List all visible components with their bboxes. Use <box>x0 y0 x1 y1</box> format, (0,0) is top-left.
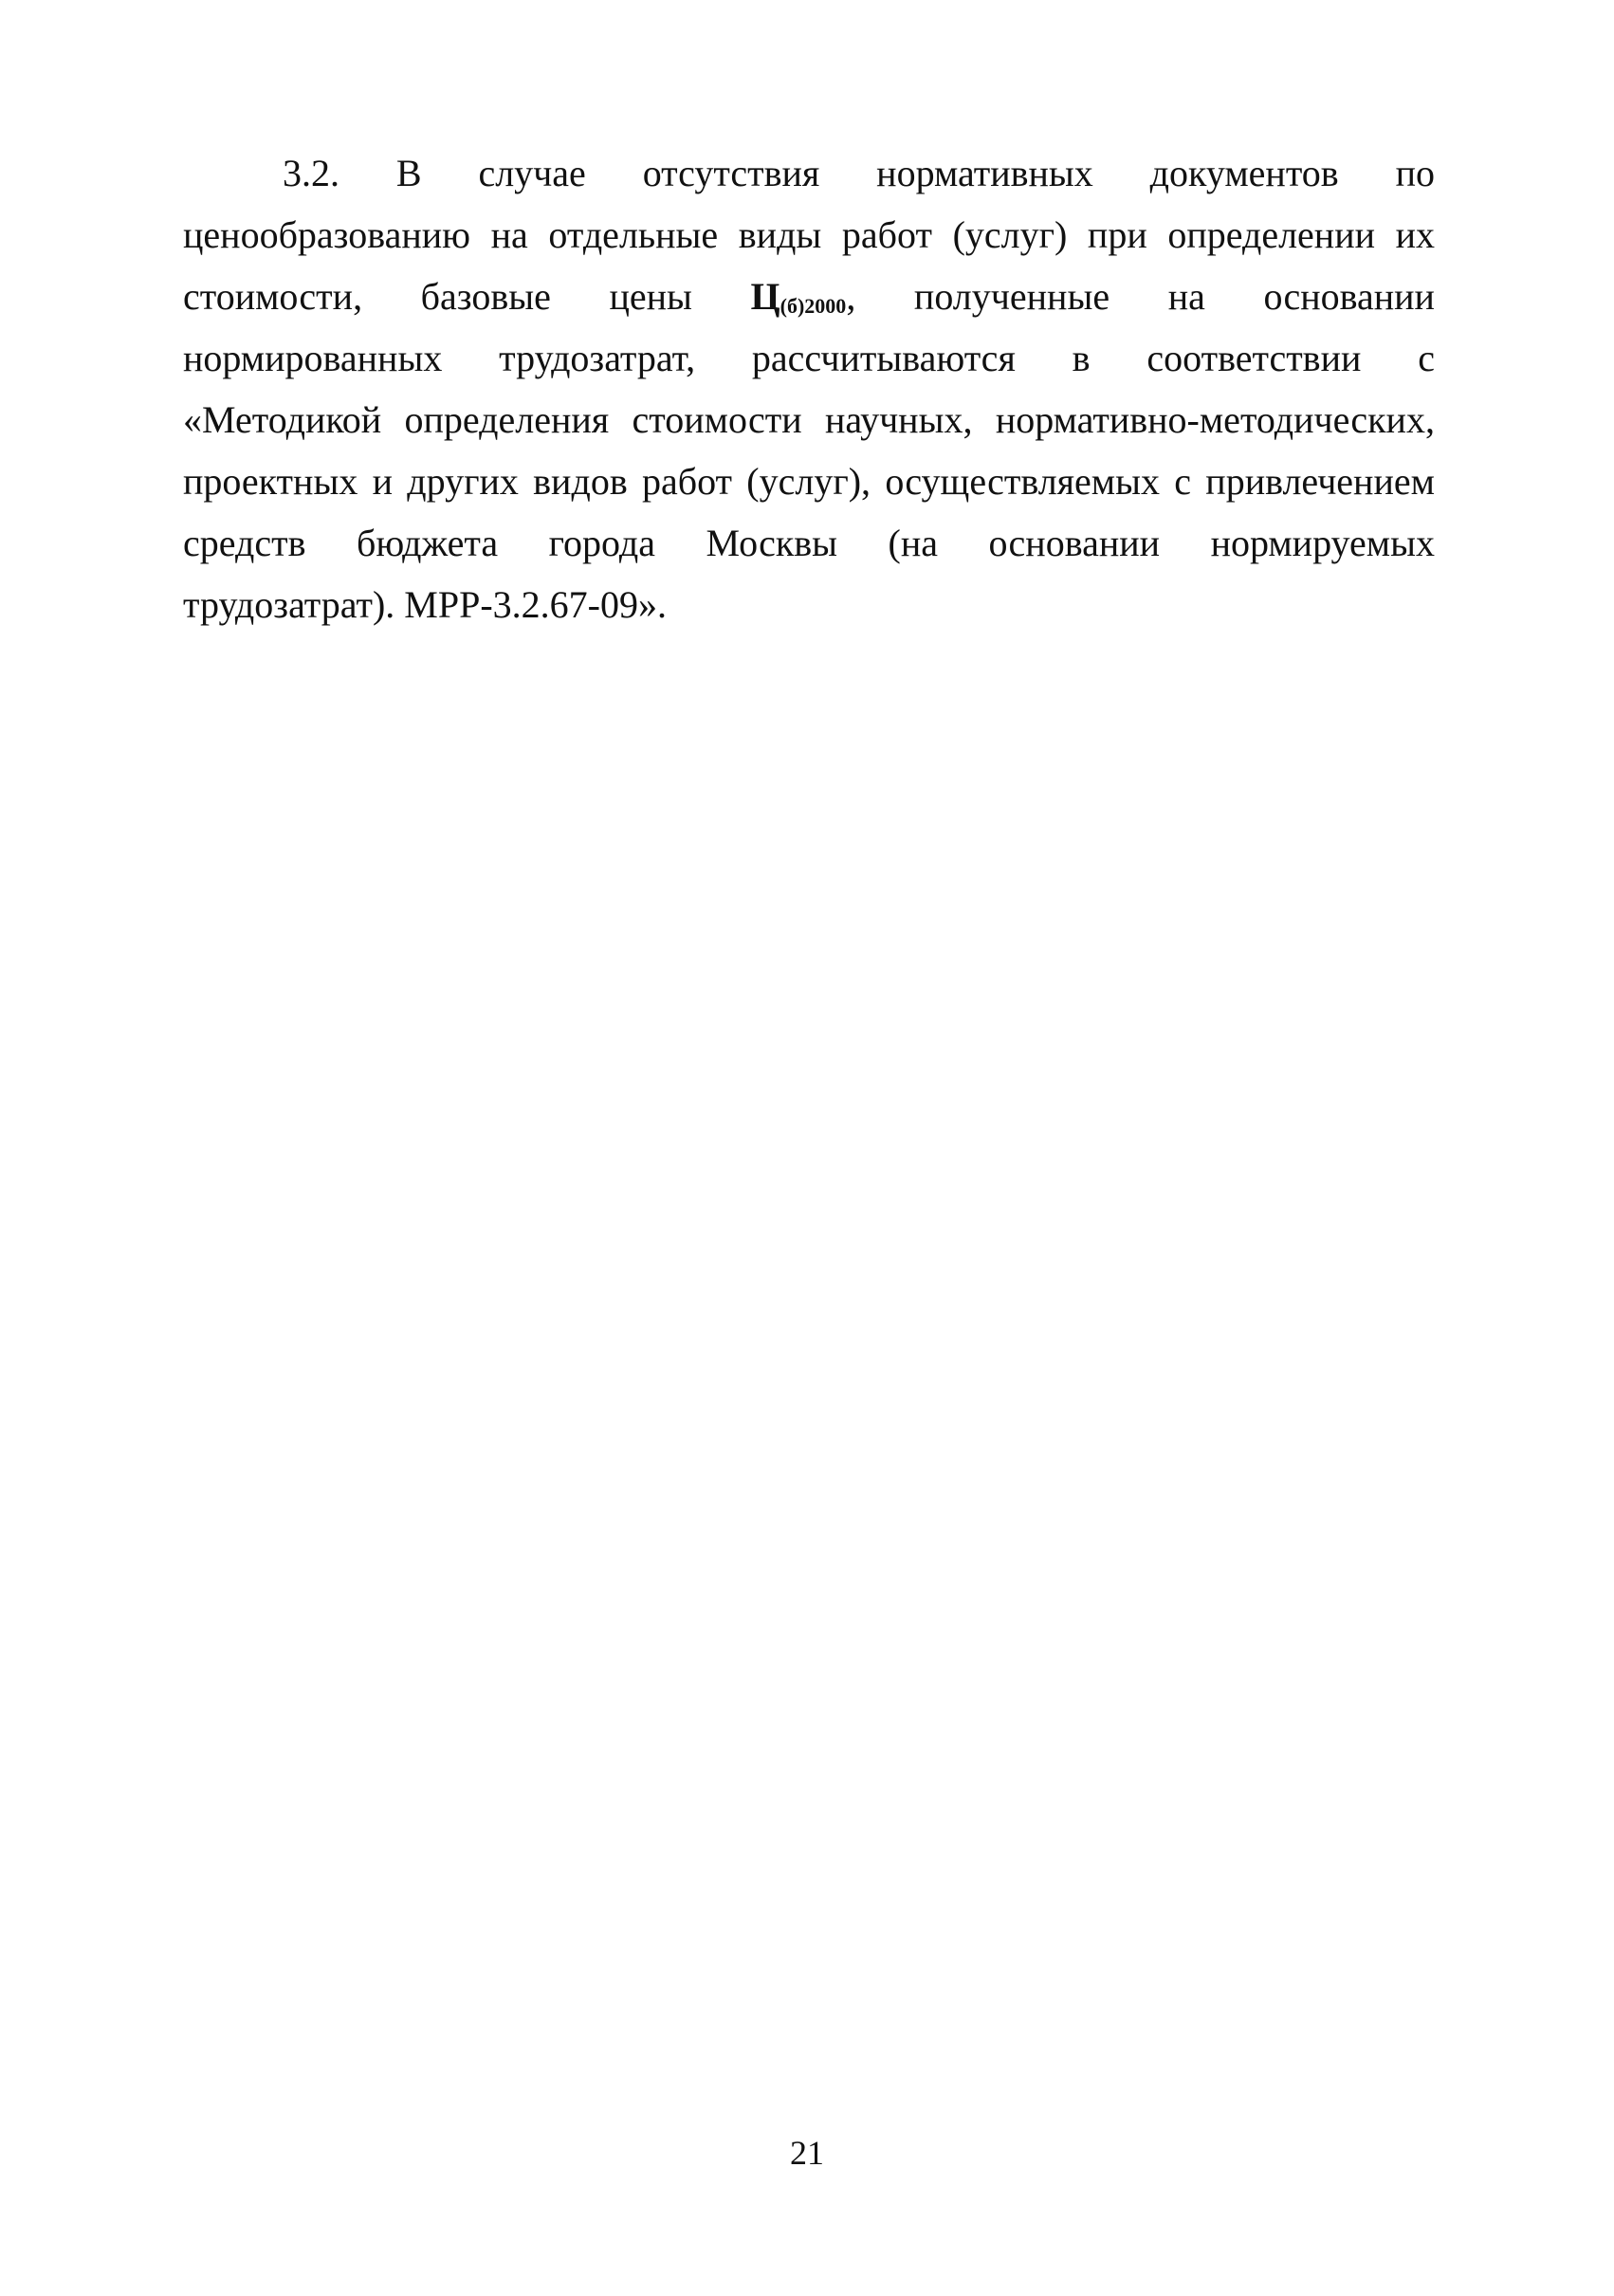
text-line-3 <box>183 266 1435 327</box>
word: нормативно-методических, <box>995 398 1435 441</box>
section-number: 3.2. <box>283 152 339 194</box>
word: привлечением <box>1205 460 1435 503</box>
word: нормируемых <box>1210 522 1435 564</box>
word: случае <box>478 152 586 194</box>
word: отсутствия <box>642 152 820 194</box>
word: трудозатрат, <box>499 337 696 379</box>
price-symbol: Ц <box>750 275 780 318</box>
word: работ <box>641 460 733 503</box>
word: виды <box>738 213 822 256</box>
word: других <box>407 460 519 503</box>
word: ценообразованию <box>183 213 471 256</box>
comma: , <box>846 275 856 318</box>
text-line-6 <box>183 450 1435 512</box>
word: основании <box>1263 275 1435 318</box>
text-line-2 <box>183 204 1435 266</box>
word: работ <box>841 213 932 256</box>
word: базовые <box>420 275 551 318</box>
word: (услуг), <box>746 460 871 503</box>
price-subscript: (б)2000 <box>779 294 847 318</box>
word: при <box>1087 213 1147 256</box>
word: видов <box>533 460 628 503</box>
word: соответствии <box>1146 337 1362 379</box>
text-line-4 <box>183 327 1435 389</box>
word: В <box>395 152 422 194</box>
word: на <box>490 213 528 256</box>
word: и <box>372 460 393 503</box>
word: в <box>1072 337 1091 379</box>
word: «Методикой <box>183 398 382 441</box>
word: нормированных <box>183 337 443 379</box>
word: их <box>1395 213 1435 256</box>
word: определении <box>1167 213 1375 256</box>
word: (на <box>888 522 939 564</box>
word: средств <box>183 522 306 564</box>
word: цены <box>609 275 692 318</box>
word: проектных <box>183 460 358 503</box>
word: осуществляемых <box>885 460 1160 503</box>
text-line-1 <box>183 142 1435 204</box>
word: с <box>1418 337 1435 379</box>
word: отдельные <box>548 213 719 256</box>
word: города <box>548 522 655 564</box>
text-line-7 <box>183 512 1435 574</box>
word: с <box>1174 460 1192 503</box>
word: документов <box>1149 152 1339 194</box>
word: (услуг) <box>952 213 1068 256</box>
word: нормативных <box>876 152 1093 194</box>
word: стоимости, <box>183 275 363 318</box>
text-line-8 <box>183 574 1435 635</box>
word: основании <box>988 522 1161 564</box>
word: стоимости <box>632 398 802 441</box>
word: бюджета <box>356 522 499 564</box>
word: по <box>1395 152 1435 194</box>
section-3-2-paragraph <box>183 142 1435 635</box>
price-formula <box>751 266 856 337</box>
word: научных, <box>824 398 973 441</box>
word: на <box>1167 275 1205 318</box>
word: рассчитываются <box>751 337 1016 379</box>
text-line-5 <box>183 389 1435 450</box>
line-text: трудозатрат). МРР-3.2.67-09». <box>183 583 667 626</box>
page-number: 21 <box>790 2134 824 2172</box>
word: Москвы <box>706 522 838 564</box>
word: определения <box>404 398 610 441</box>
word: полученные <box>913 275 1110 318</box>
